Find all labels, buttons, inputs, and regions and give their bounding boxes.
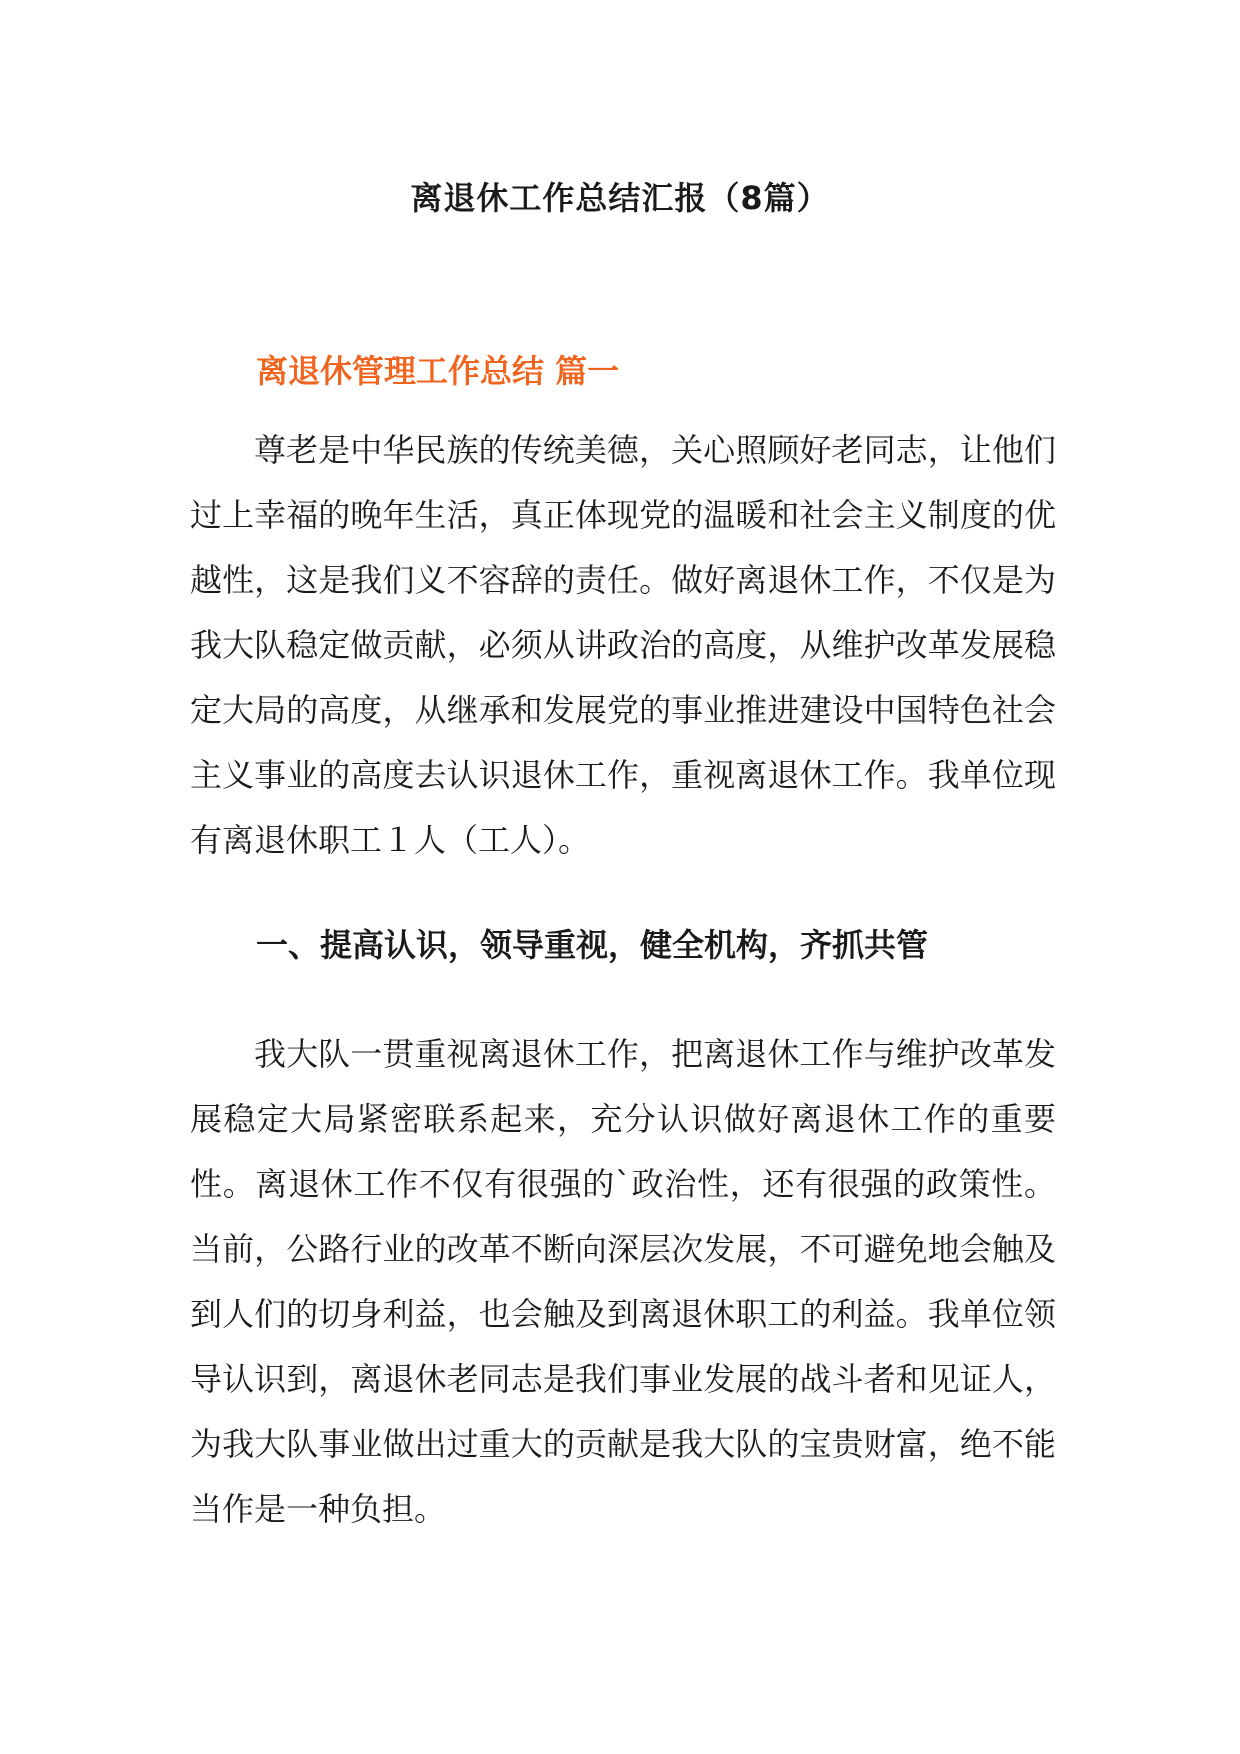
paragraph-body: 我大队一贯重视离退休工作，把离退休工作与维护改革发展稳定大局紧密联系起来，充分认识做好离退休工作的重要性。离退休工作不仅有很强的`政治性，还有很强的政策性。当前，公路行业的改革不断向深层次发展，不可避免地会触及到人们的切身利益，也会触及到离退休职工的利益。我单位领导认识到，离退休老同志是我们事业发展的战斗者和见证人，为我大队事业做出过重大的贡献是我大队的宝贵财富，绝不能当作是一种负担。 (190, 1035, 1056, 1528)
paragraph-intro: 尊老是中华民族的传统美德，关心照顾好老同志，让他们过上幸福的晚年生活，真正体现党的温暖和社会主义制度的优越性，这是我们义不容辞的责任。做好离退休工作，不仅是为我大队稳定做贡献，必须从讲政治的高度，从维护改革发展稳定大局的高度，从继承和发展党的事业推进建设中国特色社会主义事业的高度去认识退休工作，重视离退休工作。我单位现有离退休职工１人（工人）。 (190, 431, 1056, 859)
document-title: 离退休工作总结汇报（8篇） (410, 179, 830, 217)
section-heading: 离退休管理工作总结 篇一 (256, 352, 620, 390)
sub-heading: 一、提高认识，领导重视，健全机构，齐抓共管 (256, 926, 929, 964)
